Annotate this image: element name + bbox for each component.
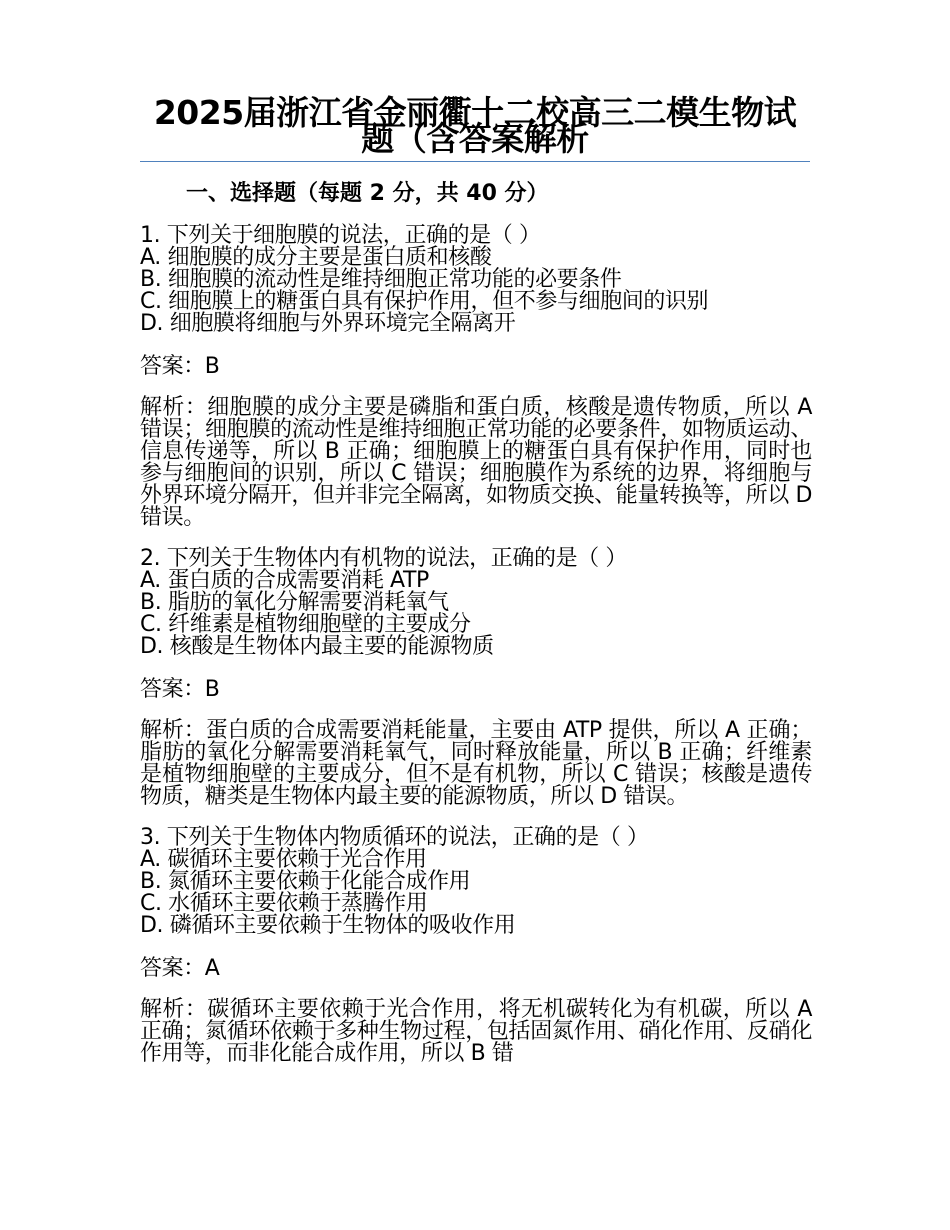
option-d: D. 核酸是生物体内最主要的能源物质: [140, 634, 494, 659]
option-b: B. 细胞膜的流动性是维持细胞正常功能的必要条件: [140, 267, 622, 292]
option-a: A. 细胞膜的成分主要是蛋白质和核酸: [140, 245, 492, 270]
answer: 答案：B: [140, 677, 220, 702]
option-b: B. 脂肪的氧化分解需要消耗氧气: [140, 590, 449, 615]
question-1: [140, 225, 812, 529]
option-d: D. 细胞膜将细胞与外界环境完全隔离开: [140, 311, 516, 336]
analysis: 解析：细胞膜的成分主要是磷脂和蛋白质，核酸是遗传物质，所以 A 错误；细胞膜的流动性是维持细胞正常功能的必要条件，如物质运动、信息传递等，所以 B 正确；细胞膜上的糖蛋白具有保护作用，同时也参与细胞间的识别，所以 C 错误；细胞膜作为系统的边界，将细胞与外界环境分隔开，但并非完全隔离，如物质交换、能量转换等，所以 D 错误。: [140, 395, 812, 530]
answer: 答案：A: [140, 956, 220, 981]
option-a: A. 蛋白质的合成需要消耗 ATP: [140, 568, 429, 593]
analysis: 解析：蛋白质的合成需要消耗能量，主要由 ATP 提供，所以 A 正确；脂肪的氧化分解需要消耗氧气，同时释放能量，所以 B 正确；纤维素是植物细胞壁的主要成分，但不是有机物，所以 C 错误；核酸是遗传物质，糖类是生物体内最主要的能源物质，所以 D 错误。: [140, 718, 812, 809]
answer: 答案：B: [140, 354, 220, 379]
option-c: C. 水循环主要依赖于蒸腾作用: [140, 891, 428, 916]
page-title: 2025届浙江省金丽衢十二校高三二模生物试题（含答案解析: [153, 93, 797, 158]
option-a: A. 碳循环主要依赖于光合作用: [140, 847, 427, 872]
question-stem: 2. 下列关于生物体内有机物的说法，正确的是（ ）: [140, 546, 627, 571]
title-divider: [140, 161, 810, 162]
question-2: [140, 548, 812, 808]
option-c: C. 细胞膜上的糖蛋白具有保护作用，但不参与细胞间的识别: [140, 289, 709, 314]
section-heading: 一、选择题（每题 2 分，共 40 分）: [186, 181, 549, 206]
option-d: D. 磷循环主要依赖于生物体的吸收作用: [140, 913, 516, 938]
question-stem: 3. 下列关于生物体内物质循环的说法，正确的是（ ）: [140, 825, 649, 850]
questions-list: [140, 225, 812, 1065]
option-c: C. 纤维素是植物细胞壁的主要成分: [140, 612, 471, 637]
question-3: [140, 827, 812, 1065]
analysis: 解析：碳循环主要依赖于光合作用，将无机碳转化为有机碳，所以 A 正确；氮循环依赖于多种生物过程，包括固氮作用、硝化作用、反硝化作用等，而非化能合成作用，所以 B 错: [140, 997, 812, 1066]
question-stem: 1. 下列关于细胞膜的说法，正确的是（ ）: [140, 223, 541, 248]
option-b: B. 氮循环主要依赖于化能合成作用: [140, 869, 471, 894]
